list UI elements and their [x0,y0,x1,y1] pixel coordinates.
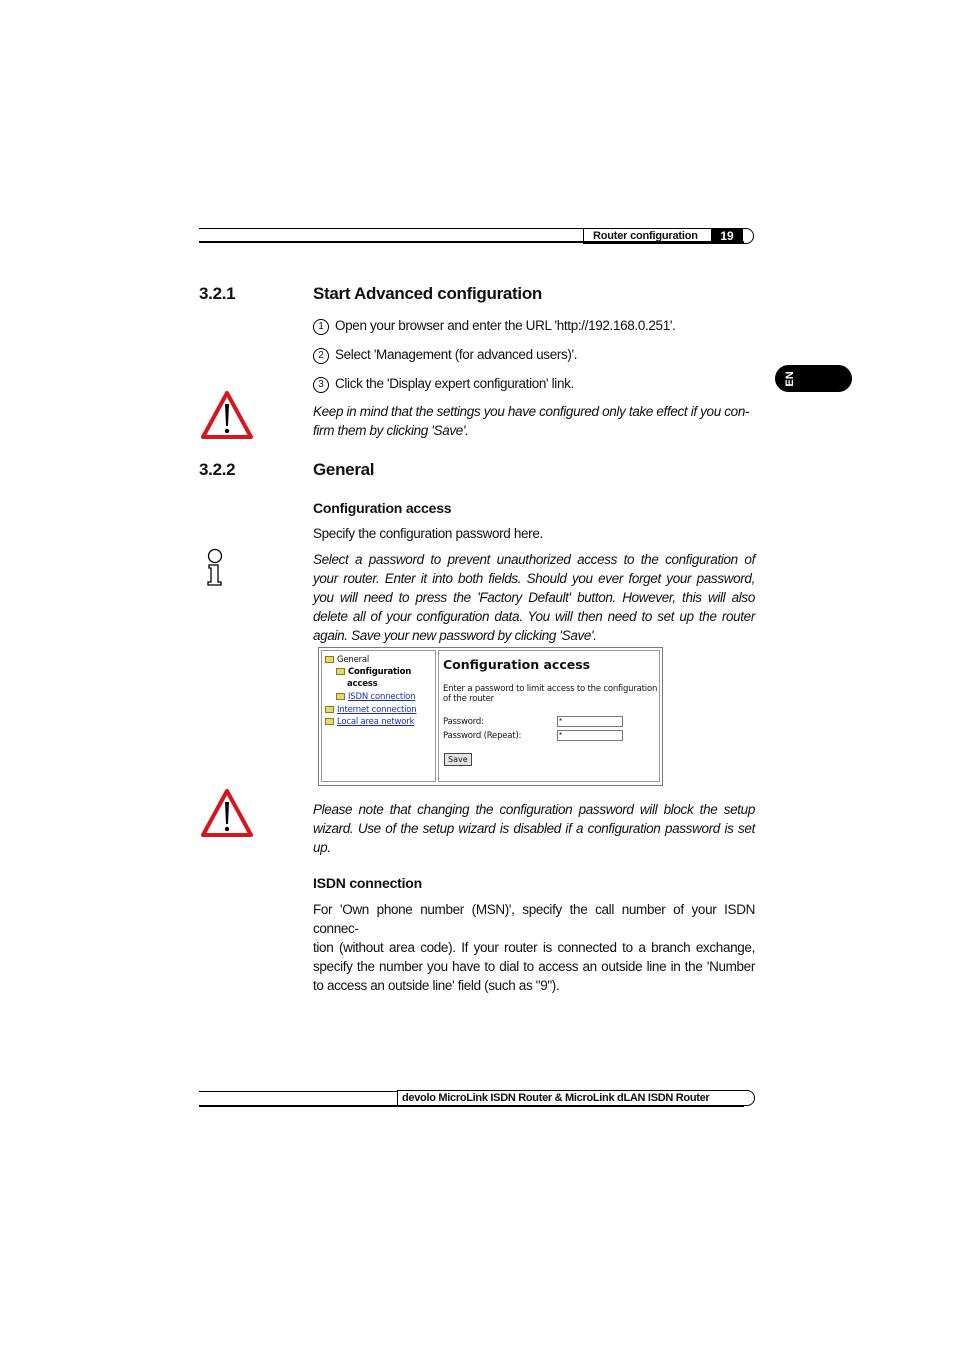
info-line: Select a password to prevent unauthorized access to the configuration of [313,552,755,567]
step-text: Open your browser and enter the URL 'http://192.168.0.251'. [335,318,676,333]
language-tab-label: EN [784,371,796,387]
tree-label: Configuration [348,667,412,677]
folder-open-icon [325,656,334,663]
running-header [583,228,754,244]
tree-item-general[interactable] [325,655,369,665]
password-repeat-input[interactable]: * [557,730,623,741]
folder-icon [325,706,334,713]
warning-icon [200,389,254,441]
warning-line: Please note that changing the configuration password will block the setup [313,802,755,817]
step-3 [313,374,763,393]
password-label: Password: [443,717,484,727]
folder-icon [325,718,334,725]
step-1 [313,316,763,335]
section-number-321: 3.2.1 [199,284,236,303]
tree-item-isdn[interactable] [336,692,415,702]
subheading-isdn: ISDN connection [313,875,423,891]
warning-icon [200,787,254,839]
tree-item-internet[interactable] [325,705,417,715]
warning-line: Keep in mind that the settings you have configured only take effect if you con- [313,404,750,419]
tree-item-lan[interactable] [325,717,414,727]
isdn-line: to access an outside line' field (such as "9"). [313,978,560,993]
info-line: again. Save your new password by clicking 'Save'. [313,628,597,643]
screenshot-content [438,650,660,782]
tree-label: General [337,655,370,665]
folder-icon [336,693,345,700]
step-number: 2 [313,348,329,364]
section-title-322: General [313,460,375,479]
warning-line: up. [313,840,331,855]
info-line: your router. Enter it into both fields. Should you ever forget your password, [313,571,755,586]
section-number-322: 3.2.2 [199,460,236,479]
step-text: Click the 'Display expert configuration' link. [335,376,574,391]
save-button[interactable]: Save [444,753,472,766]
folder-open-icon [336,668,345,675]
config-access-text: Specify the configuration password here. [313,526,543,541]
tree-item-config-access[interactable] [336,667,411,677]
info-icon [203,547,227,587]
isdn-line: tion (without area code). If your router is connected to a branch exchange, [313,940,755,955]
screenshot-title: Configuration access [443,657,591,672]
step-number: 1 [313,319,329,335]
info-line: delete all of your configuration data. You will then need to set up the router [313,609,755,624]
section-title-321: Start Advanced configuration [313,284,542,303]
warning-text-2 [313,800,755,857]
screenshot-desc-1: Enter a password to limit access to the configuration [443,684,658,694]
isdn-text [313,900,755,995]
tree-label-continued: access [347,679,378,689]
isdn-line: specify the number you have to dial to access an outside line in the 'Number [313,959,755,974]
step-number: 3 [313,377,329,393]
screenshot-nav-tree [321,650,436,782]
step-2 [313,345,763,364]
warning-text-1 [313,402,758,440]
tree-link[interactable]: Internet connection [337,705,417,715]
tree-link[interactable]: ISDN connection [348,692,416,702]
running-footer: devolo MicroLink ISDN Router & MicroLink dLAN ISDN Router [397,1090,755,1106]
header-rule-top [199,228,584,229]
password-input[interactable]: * [557,716,623,727]
isdn-line: For 'Own phone number (MSN)', specify the call number of your ISDN connec- [313,902,755,936]
tree-link[interactable]: Local area network [337,717,415,727]
info-line: you will need to press the 'Factory Default' button. However, this will also [313,590,755,605]
warning-line: wizard. Use of the setup wizard is disabled if a configuration password is set [313,821,755,836]
screenshot-desc-2: of the router [443,694,494,704]
info-text [313,550,755,645]
header-section-title: Router configuration [593,230,698,242]
warning-line: firm them by clicking 'Save'. [313,423,469,438]
step-text: Select 'Management (for advanced users)'. [335,347,578,362]
subheading-config-access: Configuration access [313,500,452,516]
page-number: 19 [711,228,743,244]
password-repeat-label: Password (Repeat): [443,731,522,741]
